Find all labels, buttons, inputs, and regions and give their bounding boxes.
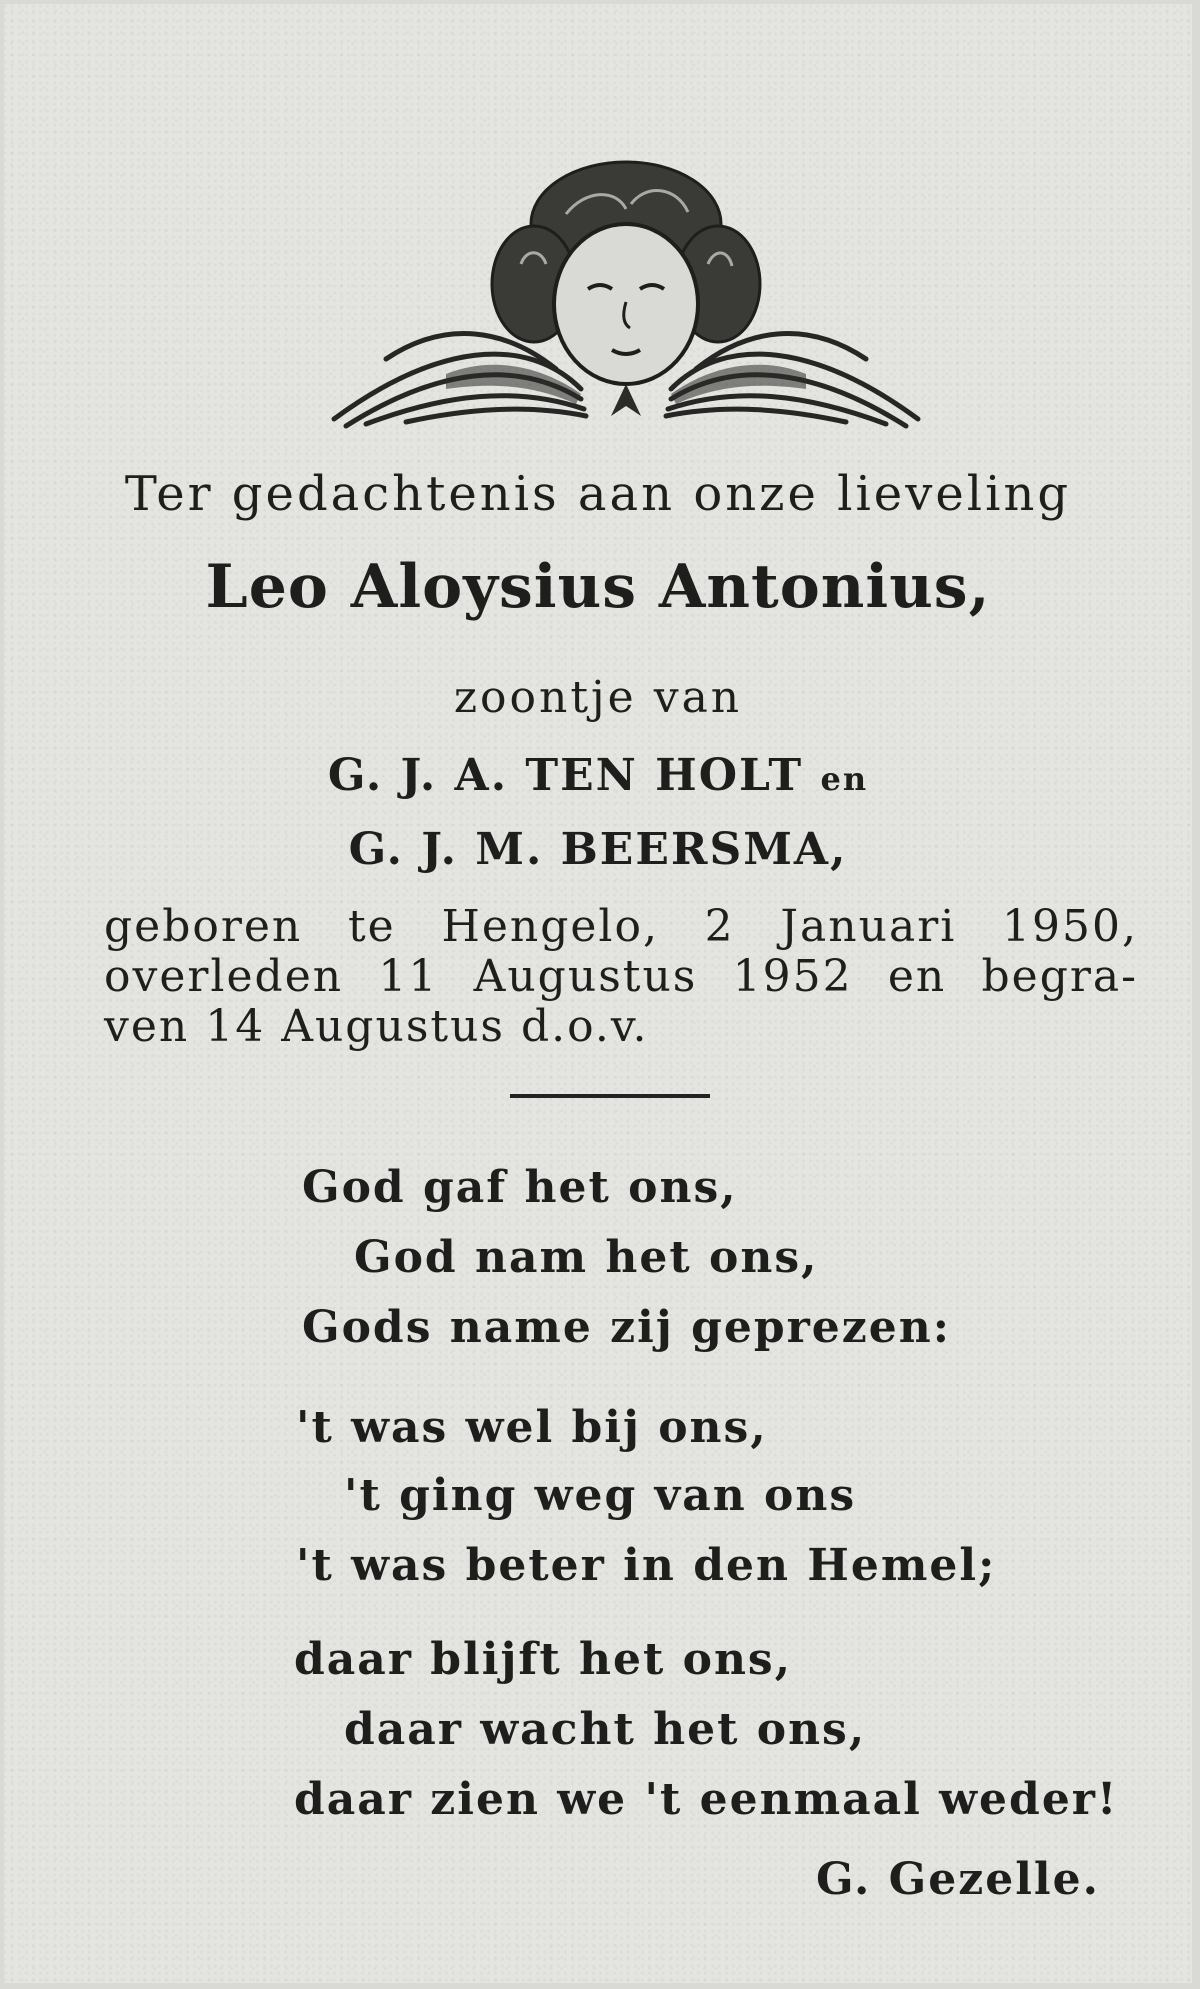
verse-line: Gods name zij geprezen: — [302, 1302, 952, 1353]
divider-rule — [510, 1094, 710, 1098]
deceased-name: Leo Aloysius Antonius, — [205, 552, 991, 622]
parent-mother: G. J. M. BEERSMA, — [348, 824, 848, 875]
verse-line: daar blijft het ons, — [294, 1634, 793, 1685]
poem-author: G. Gezelle. — [816, 1854, 1100, 1905]
verse-line: 't was wel bij ons, — [296, 1402, 768, 1453]
father-name: G. J. A. TEN HOLT — [327, 750, 804, 801]
verse-line: God nam het ons, — [354, 1232, 819, 1283]
winged-cherub-icon — [326, 154, 926, 444]
relation-label: zoontje van — [453, 672, 743, 723]
death-line: overleden 11 Augustus 1952 en begra- — [104, 951, 1138, 1002]
verse-line: daar wacht het ons, — [344, 1704, 867, 1755]
life-dates — [104, 902, 1138, 1052]
burial-line: ven 14 Augustus d.o.v. — [104, 1001, 649, 1052]
memorial-intro: Ter gedachtenis aan onze lieveling — [124, 466, 1072, 522]
memorial-card — [4, 4, 1192, 1983]
verse-line: daar zien we 't eenmaal weder! — [294, 1774, 1119, 1825]
verse-line: 't ging weg van ons — [344, 1470, 857, 1521]
parent-joiner: en — [820, 760, 869, 798]
birth-line: geboren te Hengelo, 2 Januari 1950, — [104, 901, 1138, 952]
verse-line: 't was beter in den Hemel; — [296, 1540, 997, 1591]
parent-father — [4, 750, 1192, 801]
verse-line: God gaf het ons, — [302, 1162, 738, 1213]
